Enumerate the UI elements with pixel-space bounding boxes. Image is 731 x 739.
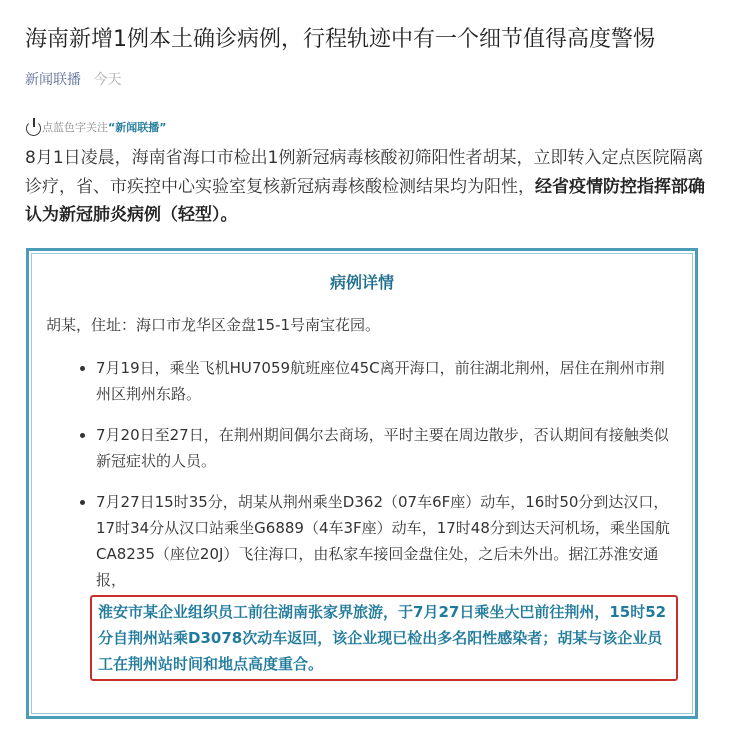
list-item	[96, 422, 678, 474]
intro-bold-text: 经省疫情防控指挥部确认为新冠肺炎病例（轻型）。	[25, 176, 705, 225]
item-text: 7月20日至27日，在荆州期间偶尔去商场，平时主要在周边散步，否认期间有接触类似新冠症状的人员。	[96, 425, 669, 470]
follow-prefix: 点蓝色字关注	[42, 121, 108, 134]
article-title: 海南新增1例本土确诊病例，行程轨迹中有一个细节值得高度警惕	[25, 27, 655, 52]
article-meta	[25, 70, 706, 90]
list-item	[96, 489, 678, 681]
intro-paragraph	[25, 144, 706, 230]
case-box-title: 病例详情	[329, 272, 394, 292]
power-icon	[25, 118, 41, 136]
item-text: 7月27日15时35分，胡某从荆州乘坐D362（07车6F座）动车，16时50分到达汉口，17时34分从汉口站乘坐G6889（4车3F座）动车，17时48分到达天河机场，乘坐国航CA8235（座位20J）飞往海口，由私家车接回金盘住处，之后未外出。据江苏淮安通报，	[96, 492, 670, 589]
source-link[interactable]: 新闻联播	[25, 72, 81, 88]
highlighted-text: 淮安市某企业组织员工前往湖南张家界旅游，于7月27日乘坐大巴前往荆州，15时52分自荆州站乘D3078次动车返回，该企业现已检出多名阳性感染者；胡某与该企业员工在荆州站时间和地点高度重合。	[90, 595, 678, 681]
list-item	[96, 355, 678, 407]
follow-prompt	[25, 118, 706, 136]
follow-account-link[interactable]: “新闻联播”	[108, 121, 167, 134]
case-details-box	[26, 248, 698, 719]
itinerary-list	[46, 355, 678, 681]
item-text: 7月19日，乘坐飞机HU7059航班座位45C离开海口，前往湖北荆州，居住在荆州市荆州区荆州东路。	[96, 358, 665, 403]
case-address: 胡某，住址：海口市龙华区金盘15-1号南宝花园。	[46, 315, 381, 334]
intro-text: 8月1日凌晨，海南省海口市检出1例新冠病毒核酸初筛阳性者胡某，立即转入定点医院隔离诊疗，省、市疾控中心实验室复核新冠病毒核酸检测结果均为阳性，	[25, 148, 704, 197]
publish-date: 今天	[93, 72, 122, 88]
